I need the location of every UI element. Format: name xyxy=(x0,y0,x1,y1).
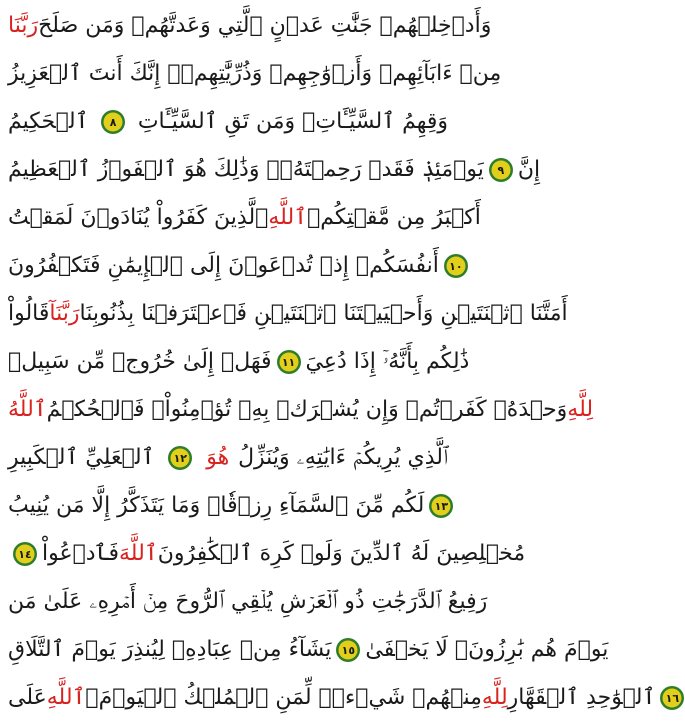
verse-text: وَأَدۡخِلۡهُمۡ جَنَّٰتِ عَدۡنٍ ٱلَّتِي وَعَدتَّهُمۡ وَمَن صَلَحَ xyxy=(38,13,492,38)
verse-text: فَٱدۡعُواْ xyxy=(42,541,120,566)
verse-text: فَهَلۡ إِلَىٰ خُرُوجٖ مِّن سَبِيلٖ xyxy=(8,349,272,374)
divine-name-text: رَبَّنَا xyxy=(8,13,39,38)
verse-line xyxy=(8,434,448,482)
verse-text: رَفِيعُ ٱلدَّرَجَٰتِ ذُو ٱلۡعَرۡشِ يُلۡقِي ٱلرُّوحَ مِنۡ أَمۡرِهِۦ عَلَىٰ مَن xyxy=(8,589,488,614)
verse-text: مِنۡهُمۡ شَيۡءٞۚ لِّمَنِ ٱلۡمُلۡكُ ٱلۡيَوۡمَۖ xyxy=(85,685,482,710)
verse-text: أَنفُسَكُمۡ إِذۡ تُدۡعَوۡنَ إِلَى ٱلۡإِيمَٰنِ فَتَكۡفُرُونَ xyxy=(8,253,439,278)
ayah-number-marker xyxy=(488,157,514,183)
verse-text: يَوۡمَ هُم بَٰرِزُونَۖ لَا يَخۡفَىٰ xyxy=(365,637,609,662)
verse-line xyxy=(8,626,609,674)
verse-text: ٱلَّذِينَ كَفَرُواْ يُنَادَوۡنَ لَمَقۡتُ xyxy=(8,205,269,230)
divine-name-text: ٱللَّهَ xyxy=(119,541,158,566)
ayah-number: ١٢ xyxy=(173,451,188,465)
verse-text: ٱلَّذِي يُرِيكُمۡ ءَايَٰتِهِۦ وَيُنَزِّلُ xyxy=(238,445,448,470)
ayah-number: ٩ xyxy=(497,163,505,177)
verse-line xyxy=(8,146,541,194)
verse-line xyxy=(8,242,463,290)
verse-text: مِنۡ ءَابَآئِهِمۡ وَأَزۡوَٰجِهِمۡ وَذُرِّيَّٰتِهِمۡۚ إِنَّكَ أَنتَ ٱلۡعَزِيزُ xyxy=(8,61,502,86)
divine-name-text: ٱللَّهِ xyxy=(46,685,86,710)
divine-name-text: لِلَّهِ xyxy=(481,685,508,710)
ayah-number: ١٤ xyxy=(18,547,32,561)
ayah-number-marker xyxy=(100,109,126,135)
divine-name-text: رَبَّنَآ xyxy=(49,301,80,326)
verse-line xyxy=(8,530,526,578)
verse-text: وَقِهِمُ ٱلسَّيِّـَٔاتِۚ وَمَن تَقِ ٱلسَّيِّـَٔاتِ xyxy=(137,109,448,134)
ayah-number: ٨ xyxy=(109,115,117,129)
verse-text: مُخۡلِصِينَ لَهُ ٱلدِّينَ وَلَوۡ كَرِهَ ٱلۡكَٰفِرُونَ xyxy=(157,541,526,566)
verse-line xyxy=(8,194,481,242)
verse-line xyxy=(8,50,502,98)
verse-text: وَحۡدَهُۥ كَفَرۡتُمۡ وَإِن يُشۡرَكۡ بِهِۦ تُؤۡمِنُواْۚ فَٱلۡحُكۡمُ xyxy=(46,397,568,422)
divine-name-text: ٱللَّهِ xyxy=(268,205,308,230)
verse-line xyxy=(8,2,492,50)
ayah-number: ١٣ xyxy=(434,499,449,513)
verse-text: يَوۡمَئِذٖ فَقَدۡ رَحِمۡتَهُۥۚ وَذَٰلِكَ هُوَ ٱلۡفَوۡزُ ٱلۡعَظِيمُ xyxy=(8,157,484,182)
ayah-number: ١٥ xyxy=(341,643,356,657)
verse-text: أَكۡبَرُ مِن مَّقۡتِكُمۡ xyxy=(307,205,481,230)
divine-name-text: ٱللَّهُ xyxy=(8,397,47,422)
ayah-number-marker xyxy=(659,685,685,711)
verse-text: يَشَآءُ مِنۡ عِبَادِهِۦ لِيُنذِرَ يَوۡمَ ٱلتَّلَاقِ xyxy=(8,637,332,662)
verse-line xyxy=(8,674,680,722)
verse-text: إِنَّ xyxy=(517,157,541,182)
verse-line xyxy=(8,290,568,338)
verse-text: ذَٰلِكُم بِأَنَّهُۥٓ إِذَا دُعِيَ xyxy=(305,349,470,374)
ayah-number-marker xyxy=(428,493,454,519)
ayah-number: ١٦ xyxy=(665,691,680,705)
verse-text: لَكُم مِّنَ ٱلسَّمَآءِ رِزۡقٗاۚ وَمَا يَتَذَكَّرُ إِلَّا مَن يُنِيبُ xyxy=(8,493,425,518)
verse-text: ٱلۡحَكِيمُ xyxy=(8,109,89,134)
verse-text: أَمَتَّنَا ٱثۡنَتَيۡنِ وَأَحۡيَيۡتَنَا ٱثۡنَتَيۡنِ فَٱعۡتَرَفۡنَا بِذُنُوبِنَا xyxy=(79,301,568,326)
verse-text: قَالُواْ xyxy=(8,301,50,326)
ayah-number-marker xyxy=(335,637,361,663)
verse-line xyxy=(8,482,448,530)
verse-line xyxy=(8,98,448,146)
divine-name-text: لِلَّهِ xyxy=(567,397,594,422)
verse-line xyxy=(8,386,594,434)
ayah-number-marker xyxy=(167,445,193,471)
ayah-number: ١١ xyxy=(281,355,296,369)
ayah-number-marker xyxy=(12,541,38,567)
ayah-number: ١٠ xyxy=(449,259,463,273)
verse-line xyxy=(8,578,488,626)
ayah-number-marker xyxy=(443,253,469,279)
verse-text: عَلَى xyxy=(8,685,47,710)
verse-text: ٱلۡوَٰحِدِ ٱلۡقَهَّارِ xyxy=(507,685,656,710)
verse-line xyxy=(8,338,470,386)
ayah-number-marker xyxy=(276,349,302,375)
verse-text: ٱلۡعَلِيِّ ٱلۡكَبِيرِ xyxy=(8,445,155,470)
divine-name-text: هُوَ xyxy=(206,445,230,470)
